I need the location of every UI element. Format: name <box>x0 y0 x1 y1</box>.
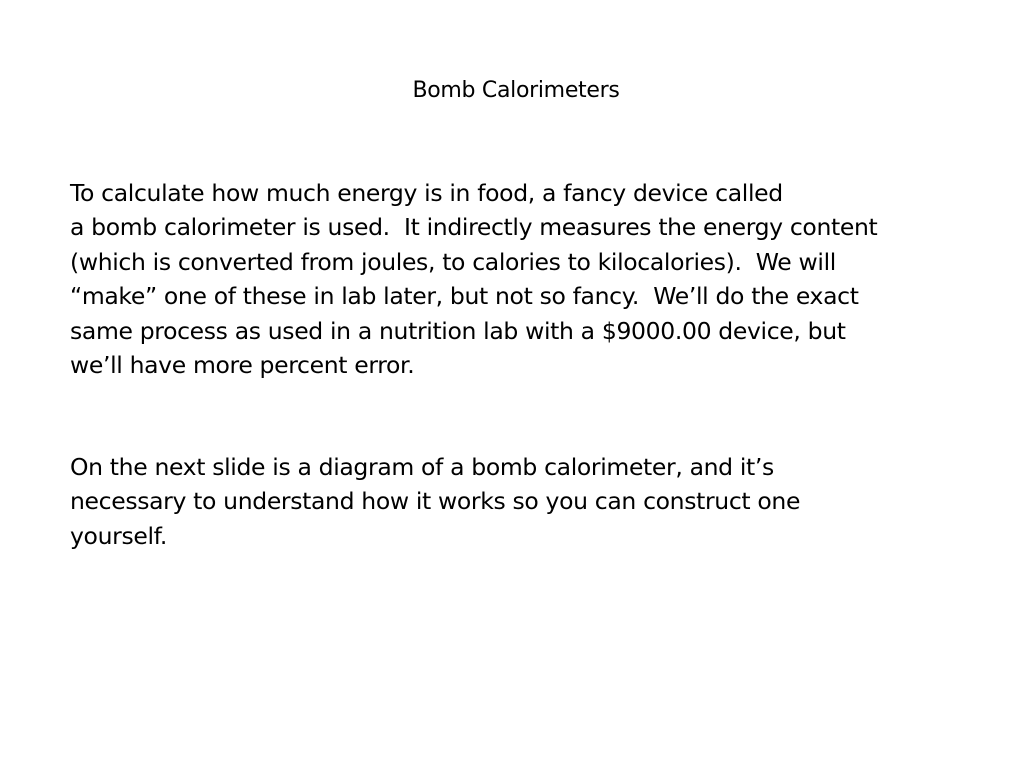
paragraph-line: “make” one of these in lab later, but not so fancy. We’ll do the exact <box>70 282 859 311</box>
paragraph-line: yourself. <box>70 521 167 550</box>
slide-title: Bomb Calorimeters <box>412 78 620 103</box>
paragraph-line: To calculate how much energy is in food, a fancy device called <box>70 179 783 207</box>
paragraph-line: a bomb calorimeter is used. It indirectly measures the energy content <box>70 213 878 242</box>
paragraph-line: same process as used in a nutrition lab with a $9000.00 device, but <box>70 316 846 345</box>
paragraph-energy-in-food <box>70 176 1010 382</box>
paragraph-next-slide <box>70 450 1010 553</box>
paragraph-line: necessary to understand how it works so you can construct one <box>70 487 801 516</box>
paragraph-line: we’ll have more percent error. <box>70 351 415 380</box>
paragraph-line: (which is converted from joules, to calories to kilocalories). We will <box>70 247 836 276</box>
paragraph-line: On the next slide is a diagram of a bomb calorimeter, and it’s <box>70 453 774 481</box>
